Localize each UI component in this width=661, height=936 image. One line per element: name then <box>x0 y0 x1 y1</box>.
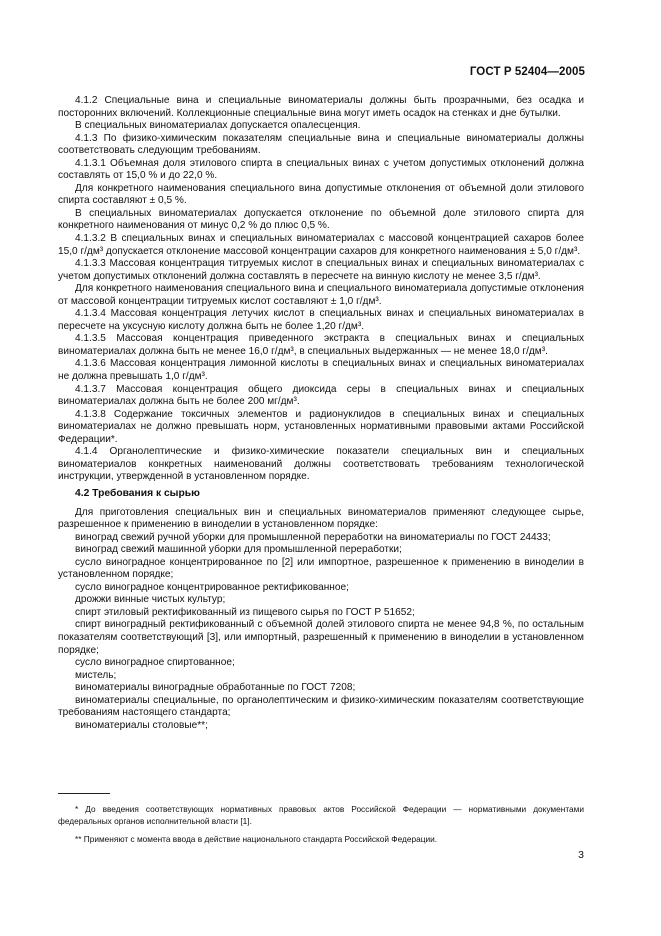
list-item-fortified-must: сусло виноградное спиртованное; <box>75 657 235 669</box>
paragraph-4-1-3-3: 4.1.3.3 Массовая концентрация титруемых кислот в специальных винах и специальных виноматериалах с учетом допустимых отклонений должна составлять в пересчете на винную кислоту не менее 3,5 г/дм³. <box>58 258 584 282</box>
list-item-must-rectified: сусло виноградное концентрированное ректификованное; <box>75 581 349 593</box>
list-item-ethyl-spirit: спирт этиловый ректификованный из пищевого сырья по ГОСТ Р 51652; <box>75 606 415 618</box>
paragraph-ethanol-tolerance: Для конкретного наименования специального вина допустимые отклонения от объемной доли этилового спирта составляют ± 0,5 %. <box>58 182 584 207</box>
footnote-2: ** Применяют с момента ввода в действие национального стандарта Российской Федерации. <box>75 834 438 844</box>
paragraph-4-1-3: 4.1.3 По физико-химическим показателям специальные вина и специальные виноматериалы должны соответствовать следующим требованиям. <box>58 132 584 157</box>
paragraph-raw-materials-intro: Для приготовления специальных вин и специальных виноматериалов применяют следующее сырье, разрешенное к применению в виноделии в установленном порядке: <box>58 506 584 531</box>
footnotes <box>58 803 584 851</box>
list-item-must-concentrated: сусло виноградное концентрированное по [2] или импортное, разрешенное к применению в виноделии в установленном порядке; <box>58 556 584 581</box>
section-title-4-2: 4.2 Требования к сырью <box>75 487 200 499</box>
paragraph-opalescence: В специальных виноматериалах допускается опалесценция. <box>75 120 361 132</box>
paragraph-4-1-3-8: 4.1.3.8 Содержание токсичных элементов и радионуклидов в специальных винах и специальных виноматериалах не должно превышать норм, установленных нормативными правовыми актами Российской Федерации*. <box>58 408 584 445</box>
page-number: 3 <box>578 849 584 861</box>
paragraph-acid-tolerance: Для конкретного наименования специального вина и специального виноматериала допустимые отклонения от массовой концентрации титруемых кислот составляют ± 1,0 г/дм³. <box>58 283 584 307</box>
list-item-table-wine-materials: виноматериалы столовые**; <box>75 719 208 731</box>
standard-header: ГОСТ Р 52404—2005 <box>469 66 585 78</box>
list-item-grape-spirit: спирт виноградный ректификованный с объемной долей этилового спирта не менее 94,8 %, по остальным показателям соответствующий [3], или импортный, разрешенный к применению в виноделии в установленном порядке; <box>58 619 584 656</box>
paragraph-4-1-4: 4.1.4 Органолептические и физико-химические показатели специальных вин и специальных виноматериалов конкретных наименований должны соответствовать требованиям технологической инструкции, утвержденной в установленном порядке. <box>58 446 584 483</box>
paragraph-ethanol-deviation: В специальных виноматериалах допускается отклонение по объемной доле этилового спирта для конкретного наименования от минус 0,2 % до плюс 0,5 %. <box>58 207 584 232</box>
list-item-mistelle: мистель; <box>75 669 117 681</box>
list-item-yeast: дрожжи винные чистых культур; <box>75 594 226 606</box>
footnote-divider <box>58 793 110 794</box>
paragraph-4-1-3-5: 4.1.3.5 Массовая концентрация приведенного экстракта в специальных винах и специальных виноматериалах должна быть не менее 16,0 г/дм³, в специальных выдержанных — не менее 18,0 г/дм³. <box>58 333 584 357</box>
list-item-grapes-machine: виноград свежий машинной уборки для промышленной переработки; <box>75 544 402 556</box>
paragraph-4-1-3-1: 4.1.3.1 Объемная доля этилового спирта в специальных винах с учетом допустимых отклонений должна составлять от 15,0 % и до 22,0 %. <box>58 157 584 182</box>
list-item-treated-wine-materials: виноматериалы виноградные обработанные по ГОСТ 7208; <box>75 682 356 694</box>
paragraph-4-1-3-2: 4.1.3.2 В специальных винах и специальных виноматериалах с массовой концентрацией сахаров более 15,0 г/дм³ допускается отклонение массовой концентрации сахаров для конкретного наименования ± 5,0 г/дм³. <box>58 233 584 257</box>
paragraph-4-1-3-4: 4.1.3.4 Массовая концентрация летучих кислот в специальных винах и специальных виноматериалах в пересчете на уксусную кислоту должна быть не более 1,20 г/дм³. <box>58 308 584 332</box>
paragraph-4-1-3-7: 4.1.3.7 Массовая концентрация общего диоксида серы в специальных винах и специальных виноматериалах должна быть не более 200 мг/дм³. <box>58 383 584 408</box>
document-body <box>58 95 584 732</box>
paragraph-4-1-2: 4.1.2 Специальные вина и специальные виноматериалы должны быть прозрачными, без осадка и посторонних включений. Коллекционные специальные вина могут иметь осадок на стенках и дне бутылки. <box>58 95 584 119</box>
list-item-special-wine-materials: виноматериалы специальные, по органолептическим и физико-химическим показателям соответствующие требованиям настоящего стандарта; <box>58 694 584 719</box>
paragraph-4-1-3-6: 4.1.3.6 Массовая концентрация лимонной кислоты в специальных винах и специальных виноматериалах не должна превышать 1,0 г/дм³. <box>58 358 584 383</box>
footnote-1: * До введения соответствующих нормативных правовых актов Российской Федерации — нормативными документами федеральных органов исполнительной власти [1]. <box>58 804 584 826</box>
list-item-grapes-manual: виноград свежий ручной уборки для промышленной переработки на виноматериалы по ГОСТ 24433; <box>75 531 551 543</box>
